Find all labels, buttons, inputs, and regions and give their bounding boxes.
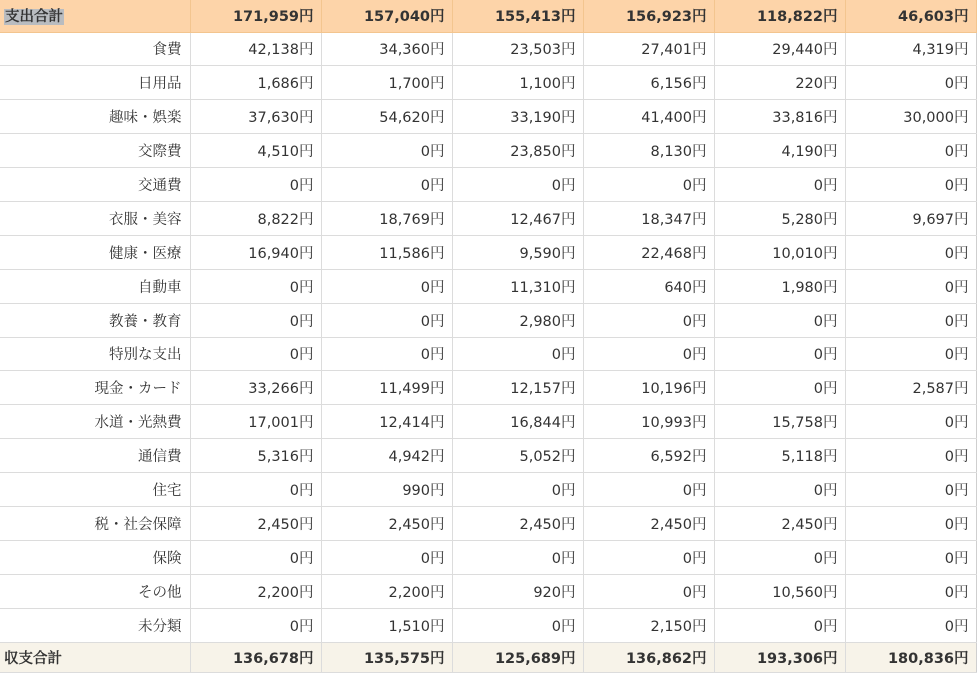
category-label: 自動車 (0, 269, 190, 303)
amount-cell: 1,686円 (190, 66, 321, 100)
amount-cell: 42,138円 (190, 32, 321, 66)
amount-cell: 0円 (190, 473, 321, 507)
amount-cell: 0円 (452, 608, 583, 642)
category-label: 未分類 (0, 608, 190, 642)
amount-cell: 2,200円 (321, 574, 452, 608)
amount-cell: 0円 (845, 574, 976, 608)
expense-total-cell: 155,413円 (452, 0, 583, 32)
amount-cell: 0円 (845, 134, 976, 168)
amount-cell: 10,993円 (583, 405, 714, 439)
expense-total-cell: 157,040円 (321, 0, 452, 32)
amount-cell: 33,266円 (190, 371, 321, 405)
balance-total-cell: 180,836円 (845, 642, 976, 672)
amount-cell: 0円 (845, 473, 976, 507)
amount-cell: 4,942円 (321, 439, 452, 473)
amount-cell: 5,316円 (190, 439, 321, 473)
amount-cell: 6,156円 (583, 66, 714, 100)
balance-total-cell: 136,678円 (190, 642, 321, 672)
category-row (0, 371, 976, 405)
category-label: 衣服・美容 (0, 201, 190, 235)
category-label: 日用品 (0, 66, 190, 100)
amount-cell: 11,310円 (452, 269, 583, 303)
amount-cell: 0円 (321, 337, 452, 371)
category-label: 交際費 (0, 134, 190, 168)
amount-cell: 9,697円 (845, 201, 976, 235)
amount-cell: 16,940円 (190, 235, 321, 269)
balance-total-cell: 193,306円 (714, 642, 845, 672)
amount-cell: 0円 (583, 473, 714, 507)
amount-cell: 54,620円 (321, 100, 452, 134)
category-label: 健康・医療 (0, 235, 190, 269)
amount-cell: 4,319円 (845, 32, 976, 66)
amount-cell: 33,816円 (714, 100, 845, 134)
amount-cell: 15,758円 (714, 405, 845, 439)
amount-cell: 990円 (321, 473, 452, 507)
amount-cell: 33,190円 (452, 100, 583, 134)
balance-total-cell: 135,575円 (321, 642, 452, 672)
amount-cell: 220円 (714, 66, 845, 100)
amount-cell: 27,401円 (583, 32, 714, 66)
category-label: 交通費 (0, 168, 190, 202)
category-row (0, 134, 976, 168)
amount-cell: 2,450円 (452, 506, 583, 540)
category-label: 通信費 (0, 439, 190, 473)
amount-cell: 23,850円 (452, 134, 583, 168)
amount-cell: 8,822円 (190, 201, 321, 235)
category-row (0, 540, 976, 574)
amount-cell: 29,440円 (714, 32, 845, 66)
category-row (0, 473, 976, 507)
amount-cell: 0円 (714, 473, 845, 507)
amount-cell: 2,587円 (845, 371, 976, 405)
amount-cell: 30,000円 (845, 100, 976, 134)
amount-cell: 2,200円 (190, 574, 321, 608)
amount-cell: 0円 (452, 473, 583, 507)
amount-cell: 2,450円 (321, 506, 452, 540)
amount-cell: 9,590円 (452, 235, 583, 269)
amount-cell: 12,157円 (452, 371, 583, 405)
balance-total-label: 収支合計 (0, 642, 190, 672)
amount-cell: 0円 (583, 168, 714, 202)
amount-cell: 0円 (190, 337, 321, 371)
amount-cell: 22,468円 (583, 235, 714, 269)
amount-cell: 0円 (321, 540, 452, 574)
category-row (0, 303, 976, 337)
amount-cell: 4,190円 (714, 134, 845, 168)
category-row (0, 66, 976, 100)
amount-cell: 34,360円 (321, 32, 452, 66)
amount-cell: 920円 (452, 574, 583, 608)
amount-cell: 0円 (321, 134, 452, 168)
category-row (0, 608, 976, 642)
amount-cell: 16,844円 (452, 405, 583, 439)
amount-cell: 0円 (452, 540, 583, 574)
amount-cell: 0円 (845, 506, 976, 540)
amount-cell: 0円 (714, 371, 845, 405)
amount-cell: 6,592円 (583, 439, 714, 473)
amount-cell: 12,414円 (321, 405, 452, 439)
amount-cell: 0円 (190, 168, 321, 202)
amount-cell: 0円 (583, 574, 714, 608)
amount-cell: 0円 (845, 540, 976, 574)
balance-total-cell: 125,689円 (452, 642, 583, 672)
amount-cell: 0円 (321, 303, 452, 337)
amount-cell: 0円 (845, 235, 976, 269)
amount-cell: 18,769円 (321, 201, 452, 235)
amount-cell: 2,450円 (190, 506, 321, 540)
amount-cell: 11,586円 (321, 235, 452, 269)
amount-cell: 5,280円 (714, 201, 845, 235)
category-row (0, 574, 976, 608)
amount-cell: 5,118円 (714, 439, 845, 473)
balance-total-row (0, 642, 976, 672)
amount-cell: 0円 (190, 540, 321, 574)
amount-cell: 0円 (714, 303, 845, 337)
expense-total-label-text: 支出合計 (5, 9, 63, 26)
category-row (0, 405, 976, 439)
amount-cell: 1,510円 (321, 608, 452, 642)
amount-cell: 0円 (190, 303, 321, 337)
category-row (0, 269, 976, 303)
amount-cell: 12,467円 (452, 201, 583, 235)
amount-cell: 17,001円 (190, 405, 321, 439)
amount-cell: 0円 (452, 168, 583, 202)
category-label: 現金・カード (0, 371, 190, 405)
expense-total-label (0, 0, 190, 32)
amount-cell: 2,450円 (583, 506, 714, 540)
category-label: 水道・光熱費 (0, 405, 190, 439)
category-row (0, 168, 976, 202)
amount-cell: 1,700円 (321, 66, 452, 100)
amount-cell: 0円 (321, 168, 452, 202)
amount-cell: 0円 (845, 608, 976, 642)
amount-cell: 0円 (714, 337, 845, 371)
category-label: 趣味・娯楽 (0, 100, 190, 134)
amount-cell: 0円 (190, 608, 321, 642)
amount-cell: 11,499円 (321, 371, 452, 405)
amount-cell: 10,010円 (714, 235, 845, 269)
amount-cell: 2,150円 (583, 608, 714, 642)
amount-cell: 1,980円 (714, 269, 845, 303)
category-label: 教養・教育 (0, 303, 190, 337)
amount-cell: 10,560円 (714, 574, 845, 608)
amount-cell: 0円 (452, 337, 583, 371)
category-row (0, 337, 976, 371)
amount-cell: 5,052円 (452, 439, 583, 473)
expense-total-cell: 46,603円 (845, 0, 976, 32)
amount-cell: 10,196円 (583, 371, 714, 405)
amount-cell: 8,130円 (583, 134, 714, 168)
amount-cell: 0円 (583, 303, 714, 337)
amount-cell: 1,100円 (452, 66, 583, 100)
category-label: その他 (0, 574, 190, 608)
amount-cell: 0円 (714, 608, 845, 642)
amount-cell: 0円 (845, 168, 976, 202)
amount-cell: 640円 (583, 269, 714, 303)
amount-cell: 0円 (845, 439, 976, 473)
category-label: 特別な支出 (0, 337, 190, 371)
category-label: 食費 (0, 32, 190, 66)
category-label: 住宅 (0, 473, 190, 507)
amount-cell: 0円 (845, 66, 976, 100)
category-row (0, 32, 976, 66)
category-row (0, 439, 976, 473)
amount-cell: 0円 (845, 405, 976, 439)
expense-total-cell: 118,822円 (714, 0, 845, 32)
amount-cell: 2,980円 (452, 303, 583, 337)
amount-cell: 18,347円 (583, 201, 714, 235)
amount-cell: 41,400円 (583, 100, 714, 134)
amount-cell: 4,510円 (190, 134, 321, 168)
amount-cell: 0円 (845, 303, 976, 337)
expense-total-cell: 171,959円 (190, 0, 321, 32)
expense-total-row (0, 0, 976, 32)
amount-cell: 0円 (714, 168, 845, 202)
amount-cell: 23,503円 (452, 32, 583, 66)
amount-cell: 0円 (845, 269, 976, 303)
category-label: 税・社会保障 (0, 506, 190, 540)
expense-total-cell: 156,923円 (583, 0, 714, 32)
balance-total-cell: 136,862円 (583, 642, 714, 672)
category-label: 保険 (0, 540, 190, 574)
category-row (0, 506, 976, 540)
amount-cell: 2,450円 (714, 506, 845, 540)
amount-cell: 0円 (583, 540, 714, 574)
category-row (0, 100, 976, 134)
category-row (0, 235, 976, 269)
category-row (0, 201, 976, 235)
amount-cell: 0円 (190, 269, 321, 303)
amount-cell: 0円 (845, 337, 976, 371)
amount-cell: 0円 (321, 269, 452, 303)
amount-cell: 0円 (714, 540, 845, 574)
amount-cell: 37,630円 (190, 100, 321, 134)
amount-cell: 0円 (583, 337, 714, 371)
